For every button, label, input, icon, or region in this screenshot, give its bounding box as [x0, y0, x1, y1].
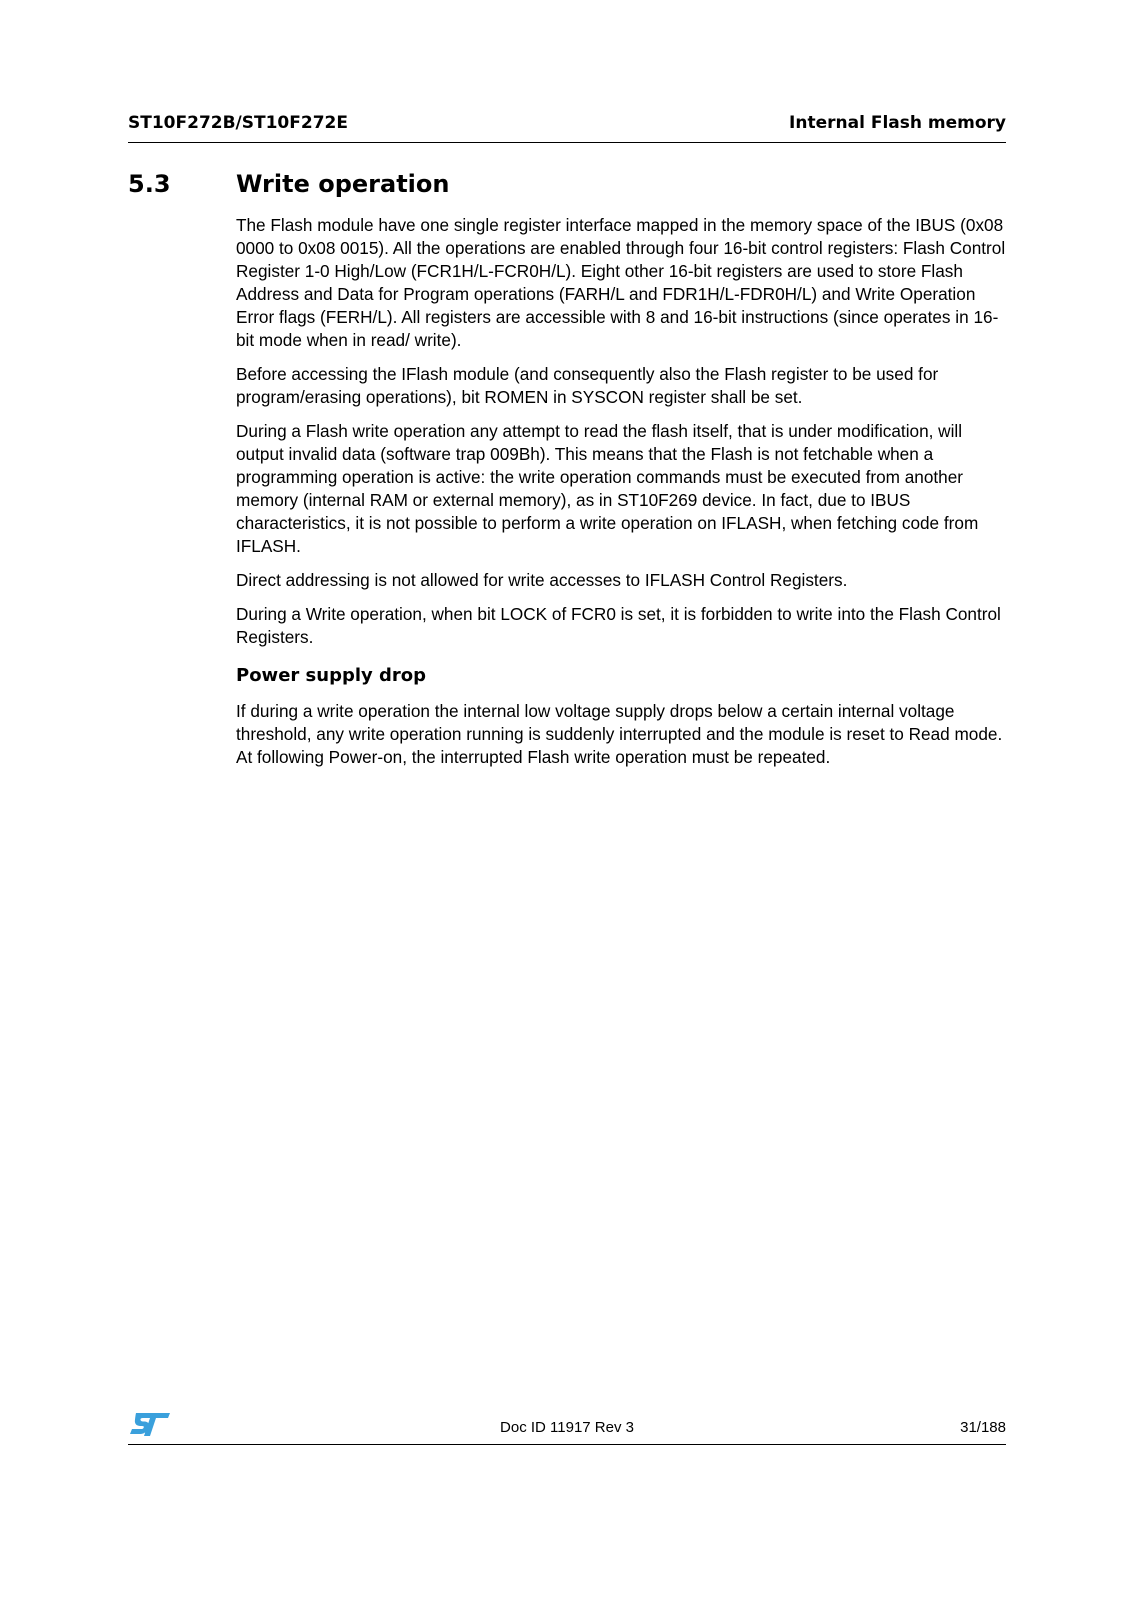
- paragraph-romen-setting: Before accessing the IFlash module (and consequently also the Flash register to be used for program/erasing operations), bit ROMEN in SYSCON register shall be set.: [236, 364, 939, 407]
- section-body: [236, 214, 1011, 780]
- chapter-title: Internal Flash memory: [789, 113, 1006, 133]
- paragraph-power-supply-drop: If during a write operation the internal low voltage supply drops below a certain internal voltage threshold, any write operation running is suddenly interrupted and the module is reset to Read mode. At following Power-on, the interrupted Flash write operation must be repeated.: [236, 701, 1003, 767]
- page-header: [128, 110, 1006, 143]
- page-number: 31/188: [960, 1419, 1006, 1436]
- subsection-title: Power supply drop: [236, 665, 427, 686]
- section-heading: [128, 168, 1006, 204]
- doc-id: Doc ID 11917 Rev 3: [500, 1419, 634, 1436]
- paragraph-direct-addressing: Direct addressing is not allowed for write accesses to IFLASH Control Registers.: [236, 570, 848, 590]
- paragraph-register-interface: The Flash module have one single register interface mapped in the memory space of the IBUS (0x08 0000 to 0x08 0015). All the operations are enabled through four 16-bit control registers: Flash Control Register 1-0 High/Low (FCR1H/L-FCR0H/L). Eight other 16-bit registers are used to store Flash Address and Data for Program operations (FARH/L and FDR1H/L-FDR0H/L) and Write Operation Error flags (FERH/L). All registers are accessible with 8 and 16-bit instructions (since operates in 16-bit mode when in read/ write).: [236, 215, 1006, 350]
- section-number: 5.3: [128, 170, 171, 198]
- page-footer: [128, 1414, 1006, 1445]
- section-title: Write operation: [236, 170, 450, 198]
- paragraph-lock-bit: During a Write operation, when bit LOCK of FCR0 is set, it is forbidden to write into the Flash Control Registers.: [236, 604, 1001, 647]
- document-part-number: ST10F272B/ST10F272E: [128, 113, 348, 133]
- paragraph-write-read-restriction: During a Flash write operation any attempt to read the flash itself, that is under modification, will output invalid data (software trap 009Bh). This means that the Flash is not fetchable when a programming operation is active: the write operation commands must be executed from another memory (internal RAM or external memory), as in ST10F269 device. In fact, due to IBUS characteristics, it is not possible to perform a write operation on IFLASH, when fetching code from IFLASH.: [236, 421, 979, 556]
